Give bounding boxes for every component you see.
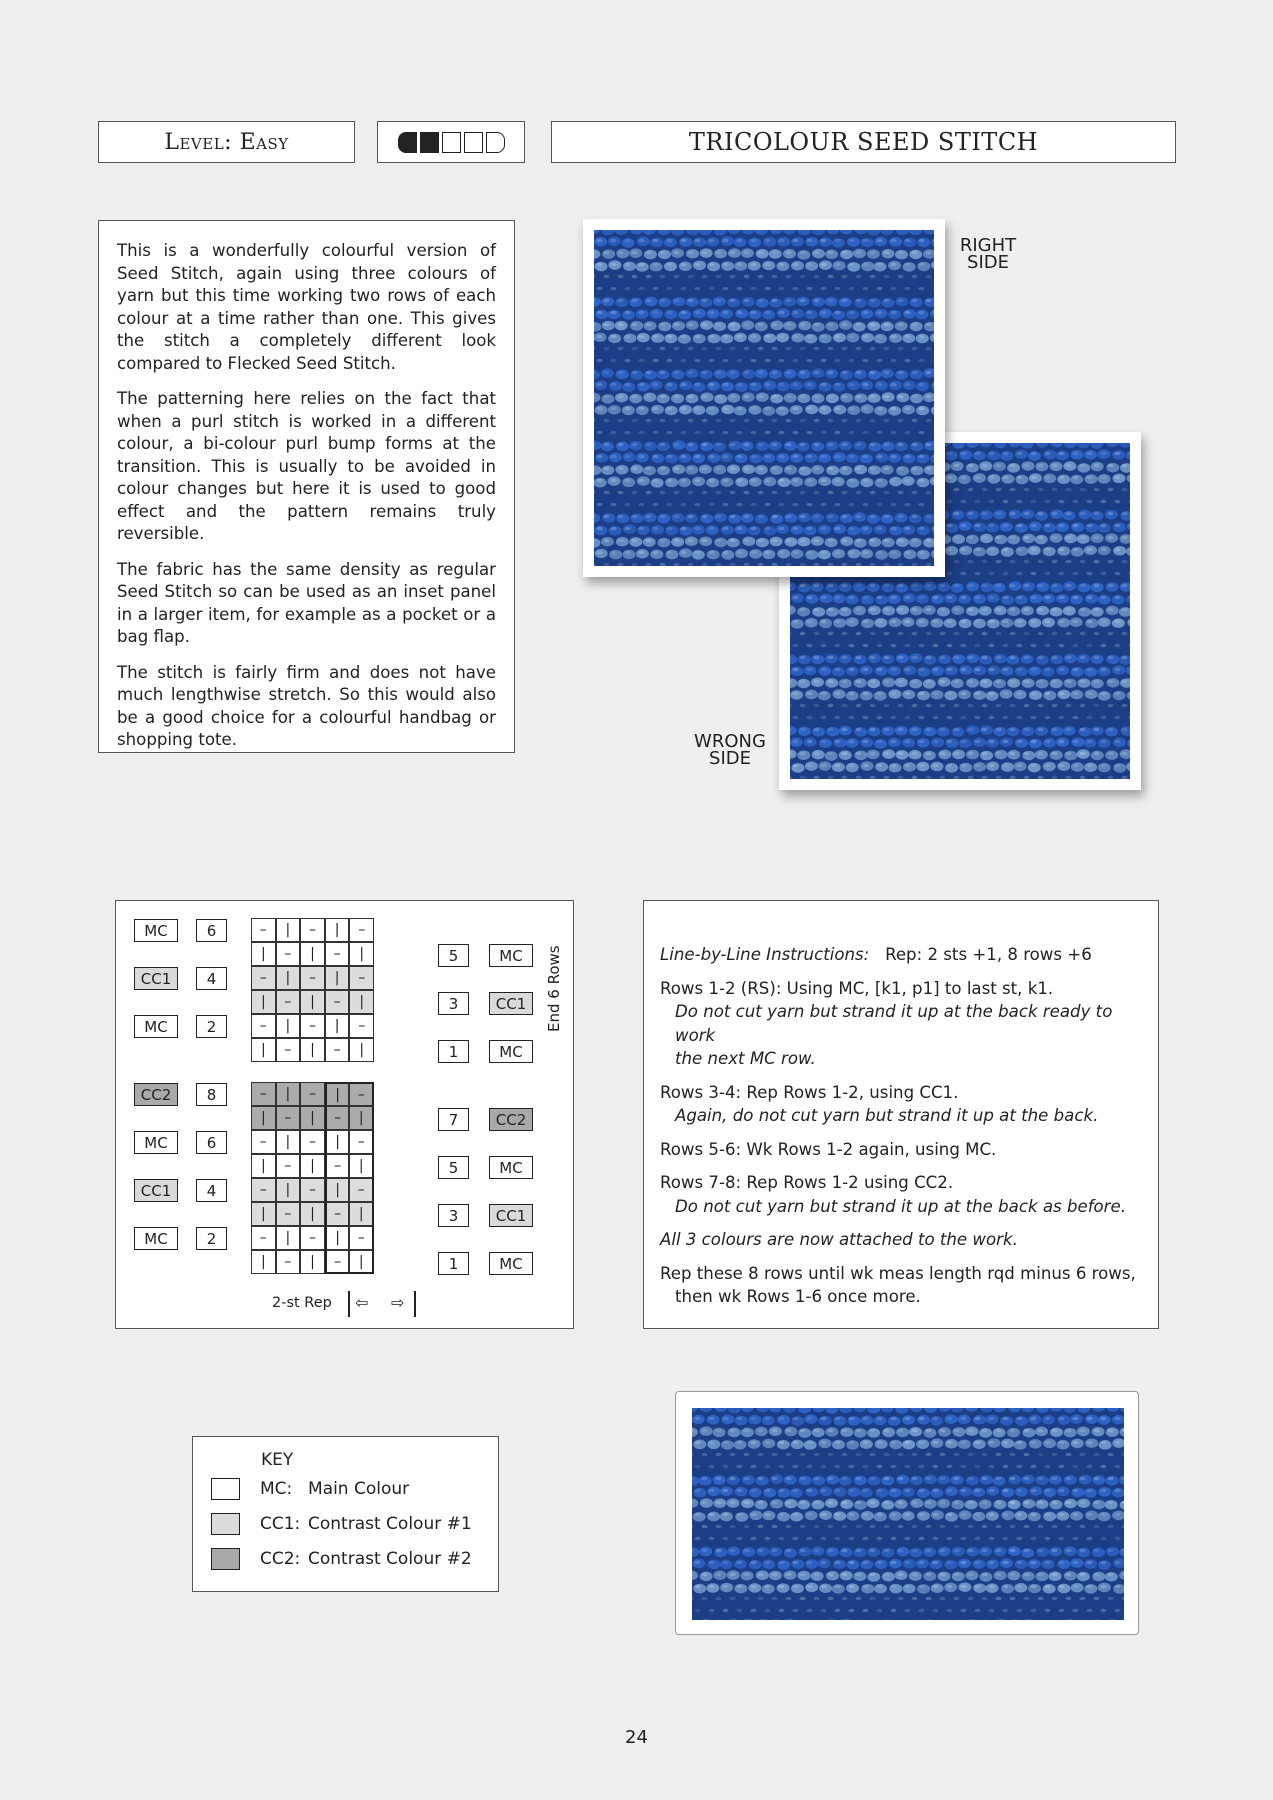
row-number-label: 7 (438, 1108, 469, 1131)
swatch-cc1 (211, 1513, 240, 1535)
step-note: the next MC row. (675, 1049, 816, 1068)
chart-cell: | (325, 966, 350, 990)
right-side-label: RIGHT SIDE (959, 235, 1017, 273)
chart-cell: – (300, 1226, 325, 1250)
chart-cell: | (276, 1082, 301, 1106)
key-title: KEY (261, 1450, 294, 1470)
heading-text: Line-by-Line Instructions: (660, 945, 870, 964)
row-number-label: 6 (196, 1131, 227, 1154)
chart-cell: | (349, 1202, 374, 1226)
step-2 (660, 1081, 1142, 1128)
chart-cell: | (251, 942, 276, 966)
step-note: Again, do not cut yarn but strand it up at the back. (675, 1106, 1099, 1125)
step-main: Rows 1-2 (RS): Using MC, [k1, p1] to last st, k1. (660, 978, 1054, 998)
key-box (192, 1436, 499, 1592)
chart-cell: | (349, 1250, 374, 1274)
row-color-label: CC1 (489, 992, 533, 1015)
step-main: Rows 3-4: Rep Rows 1-2, using CC1. (660, 1082, 959, 1102)
chart-cell: – (349, 1014, 374, 1038)
chart-cell: | (300, 990, 325, 1014)
repeat-bracket-right (414, 1291, 416, 1317)
difficulty-square-2 (420, 132, 439, 153)
chart-cell: | (349, 1154, 374, 1178)
chart-cell: – (276, 1154, 301, 1178)
key-code: CC1: (260, 1514, 301, 1534)
chart-cell: – (349, 1130, 374, 1154)
chart-cell: – (251, 1226, 276, 1250)
row-number-label: 4 (196, 1179, 227, 1202)
row-number-label: 5 (438, 944, 469, 967)
chart-cell: | (251, 1202, 276, 1226)
chart-cell: – (349, 1082, 374, 1106)
instructions-heading (660, 943, 1142, 967)
intro-paragraph: The patterning here relies on the fact that when a purl stitch is worked in a different colour, a bi-colour purl bump forms at the transition. This is usually to be avoided in colour changes but here it is used to good effect and the pattern remains truly reversible. (117, 389, 496, 543)
row-number-label: 8 (196, 1083, 227, 1106)
chart-cell: | (300, 1250, 325, 1274)
swatch-closeup-photo (675, 1391, 1139, 1635)
chart-cell: | (325, 1226, 350, 1250)
row-number-label: 4 (196, 967, 227, 990)
chart-cell: – (325, 990, 350, 1014)
repeat-info: Rep: 2 sts +1, 8 rows +6 (885, 945, 1092, 964)
chart-cell: | (251, 1250, 276, 1274)
chart-cell: | (300, 1106, 325, 1130)
right-side-photo (583, 219, 945, 577)
chart-cell: | (276, 966, 301, 990)
chart-cell: – (300, 966, 325, 990)
chart-cell: – (251, 1178, 276, 1202)
chart-cell: – (349, 918, 374, 942)
row-number-label: 6 (196, 919, 227, 942)
chart-cell: | (251, 1106, 276, 1130)
chart-cell: – (300, 1130, 325, 1154)
chart-cell: | (276, 1014, 301, 1038)
row-color-label: MC (489, 1252, 533, 1275)
intro-paragraph: The fabric has the same density as regular Seed Stitch so can be used as an inset panel in a larger item, for example as a pocket or a bag flap. (117, 559, 496, 646)
row-number-label: 5 (438, 1156, 469, 1179)
chart-cell: – (325, 942, 350, 966)
key-item-cc2 (211, 1547, 472, 1571)
final-step (660, 1262, 1142, 1309)
row-color-label: CC1 (134, 967, 178, 990)
wrong-side-label: WRONG SIDE (694, 731, 766, 769)
key-item-mc (211, 1477, 409, 1501)
chart-cell: – (251, 1130, 276, 1154)
row-color-label: MC (489, 1040, 533, 1063)
chart-cell: – (349, 966, 374, 990)
page-title: TRICOLOUR SEED STITCH (551, 121, 1176, 163)
key-item-cc1 (211, 1512, 472, 1536)
page-number: 24 (625, 1727, 648, 1748)
key-label: Main Colour (308, 1479, 410, 1499)
step-1 (660, 977, 1142, 1071)
row-color-label: MC (489, 1156, 533, 1179)
chart-cell: – (276, 942, 301, 966)
intro-text-box (98, 220, 515, 753)
row-color-label: CC2 (489, 1108, 533, 1131)
knit-swatch-image (594, 230, 934, 566)
chart-cell: – (349, 1178, 374, 1202)
swatch-mc (211, 1478, 240, 1500)
row-color-label: MC (134, 1131, 178, 1154)
instructions-box (643, 900, 1159, 1329)
row-number-label: 1 (438, 1252, 469, 1275)
row-color-label: MC (134, 919, 178, 942)
row-color-label: CC1 (134, 1179, 178, 1202)
chart-cell: | (251, 1154, 276, 1178)
step-main: Rows 7-8: Rep Rows 1-2 using CC2. (660, 1173, 954, 1192)
row-color-label: MC (489, 944, 533, 967)
level-label: Level: Easy (98, 121, 355, 163)
chart-cell: | (300, 942, 325, 966)
chart-cell: – (276, 990, 301, 1014)
repeat-bracket-left (348, 1291, 350, 1317)
repeat-label: 2-st Rep (272, 1295, 332, 1311)
arrow-right-icon: ⇨ (391, 1293, 405, 1312)
final-line: Rep these 8 rows until wk meas length rqd minus 6 rows, (660, 1263, 1136, 1283)
end-rows-label: End 6 Rows (545, 945, 563, 1032)
key-label: Contrast Colour #1 (308, 1514, 472, 1534)
chart-cell: – (325, 1038, 350, 1062)
row-color-label: MC (134, 1227, 178, 1250)
chart-cell: | (325, 1082, 350, 1106)
arrow-left-icon: ⇦ (355, 1293, 369, 1312)
chart-cell: – (251, 918, 276, 942)
chart-cell: | (276, 1226, 301, 1250)
chart-cell: | (349, 942, 374, 966)
key-label: Contrast Colour #2 (308, 1549, 472, 1569)
key-code: MC: (260, 1479, 293, 1499)
row-number-label: 3 (438, 992, 469, 1015)
intro-paragraph: This is a wonderfully colourful version of Seed Stitch, again using three colours of yarn but this time working two rows of each colour at a time rather than one. This gives the stitch a completely different look compared to Flecked Seed Stitch. (117, 241, 496, 373)
chart-cell: | (325, 1178, 350, 1202)
chart-cell: – (300, 1178, 325, 1202)
chart-cell: | (349, 990, 374, 1014)
chart-cell: | (276, 918, 301, 942)
row-number-label: 2 (196, 1227, 227, 1250)
intro-paragraph: The stitch is fairly firm and does not have much lengthwise stretch. So this would also be a good choice for a colourful handbag or shopping tote. (117, 662, 496, 749)
chart-cell: | (349, 1038, 374, 1062)
difficulty-square-1 (398, 132, 417, 153)
chart-cell: – (300, 1014, 325, 1038)
chart-cell: | (300, 1154, 325, 1178)
chart-cell: | (325, 1130, 350, 1154)
step-main: Rows 5-6: Wk Rows 1-2 again, using MC. (660, 1139, 997, 1159)
chart-cell: – (325, 1154, 350, 1178)
chart-cell: | (251, 1038, 276, 1062)
chart-cell: – (276, 1106, 301, 1130)
chart-cell: – (251, 966, 276, 990)
chart-cell: | (300, 1038, 325, 1062)
chart-cell: – (300, 1082, 325, 1106)
chart-cell: | (251, 990, 276, 1014)
chart-cell: | (325, 1014, 350, 1038)
chart-cell: – (325, 1250, 350, 1274)
chart-cell: – (276, 1250, 301, 1274)
chart-cell: | (325, 918, 350, 942)
difficulty-rating (377, 121, 525, 163)
chart-cell: – (325, 1202, 350, 1226)
chart-cell: – (276, 1202, 301, 1226)
chart-cell: | (276, 1130, 301, 1154)
swatch-cc2 (211, 1548, 240, 1570)
step-3 (660, 1138, 1142, 1162)
row-color-label: CC1 (489, 1204, 533, 1227)
chart-cell: – (251, 1014, 276, 1038)
row-number-label: 1 (438, 1040, 469, 1063)
row-color-label: CC2 (134, 1083, 178, 1106)
chart-cell: – (251, 1082, 276, 1106)
attached-note: All 3 colours are now attached to the work. (660, 1230, 1018, 1249)
chart-cell: – (325, 1106, 350, 1130)
difficulty-square-3 (442, 132, 461, 153)
difficulty-square-4 (464, 132, 483, 153)
step-note: Do not cut yarn but strand it up at the back ready to work (675, 1002, 1113, 1045)
chart-cell: – (300, 918, 325, 942)
final-line: then wk Rows 1-6 once more. (675, 1287, 921, 1306)
row-number-label: 3 (438, 1204, 469, 1227)
chart-cell: – (276, 1038, 301, 1062)
chart-cell: – (349, 1226, 374, 1250)
chart-cell: | (276, 1178, 301, 1202)
row-number-label: 2 (196, 1015, 227, 1038)
key-code: CC2: (260, 1549, 301, 1569)
row-color-label: MC (134, 1015, 178, 1038)
step-4 (660, 1171, 1142, 1218)
chart-cell: | (300, 1202, 325, 1226)
step-note: Do not cut yarn but strand it up at the back as before. (675, 1196, 1126, 1216)
knit-swatch-image (692, 1408, 1124, 1620)
chart-cell: | (349, 1106, 374, 1130)
difficulty-square-5 (486, 132, 505, 153)
